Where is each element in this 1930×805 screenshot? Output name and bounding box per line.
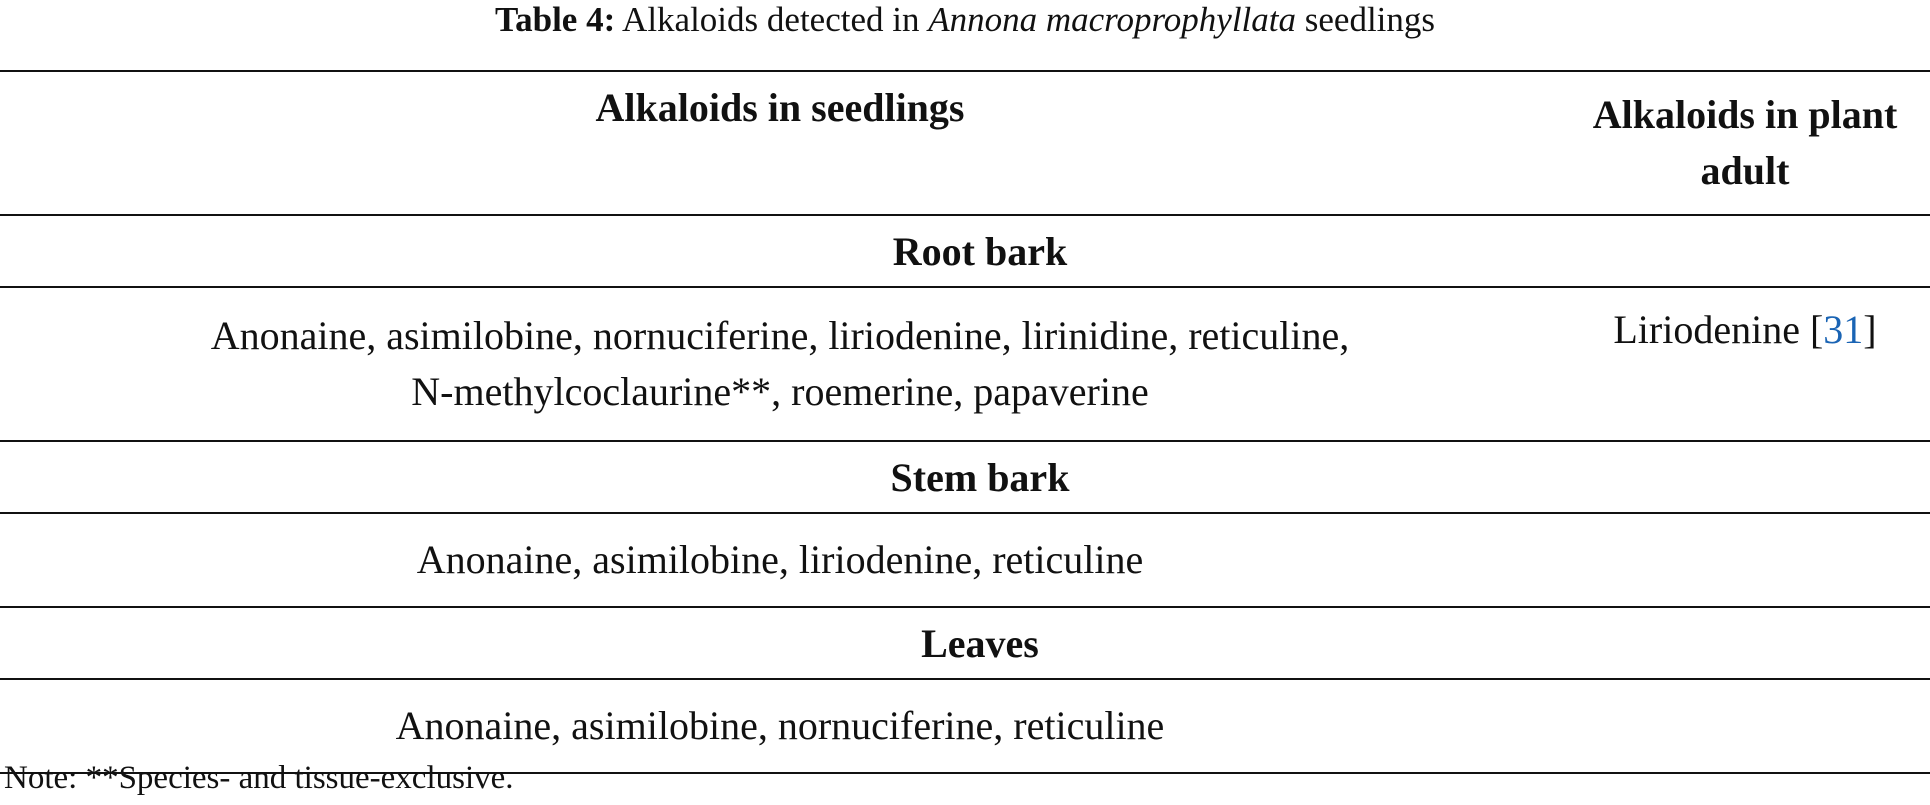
seedlings-line: N-methylcoclaurine**, roemerine, papaverine <box>411 369 1149 414</box>
section-row-root-bark <box>0 215 1930 287</box>
seedlings-cell: Anonaine, asimilobine, liriodenine, reticuline <box>416 537 1144 582</box>
header-seedlings: Alkaloids in seedlings <box>595 85 965 130</box>
section-row-stem-bark <box>0 441 1930 513</box>
table-row <box>0 287 1930 441</box>
header-adult: Alkaloids in plant adult <box>1592 92 1898 193</box>
species-name: Annona macroprophyllata <box>928 0 1297 39</box>
table-label: Table 4: <box>494 0 616 39</box>
seedlings-cell <box>0 287 1560 441</box>
adult-cell <box>1560 287 1930 441</box>
seedlings-cell: Anonaine, asimilobine, nornuciferine, reticuline <box>395 703 1165 748</box>
reference-link[interactable]: 31 <box>1823 307 1864 352</box>
adult-text-close: ] <box>1863 307 1877 352</box>
section-title: Root bark <box>892 228 1068 274</box>
table-header-row <box>0 71 1930 215</box>
adult-text: Liriodenine [ <box>1613 307 1824 352</box>
table-caption <box>0 0 1930 46</box>
section-row-leaves <box>0 607 1930 679</box>
caption-text-after: seedlings <box>1296 0 1436 39</box>
adult-cell <box>1560 679 1930 773</box>
alkaloids-table <box>0 70 1930 774</box>
table-row <box>0 513 1930 607</box>
table-note: Note: **Species- and tissue-exclusive. <box>4 760 514 796</box>
caption-text-before: Alkaloids detected in <box>615 0 929 39</box>
seedlings-line: Anonaine, asimilobine, nornuciferine, liriodenine, lirinidine, reticuline, <box>210 313 1350 358</box>
section-title: Leaves <box>921 620 1039 666</box>
section-title: Stem bark <box>890 454 1070 500</box>
adult-cell <box>1560 513 1930 607</box>
